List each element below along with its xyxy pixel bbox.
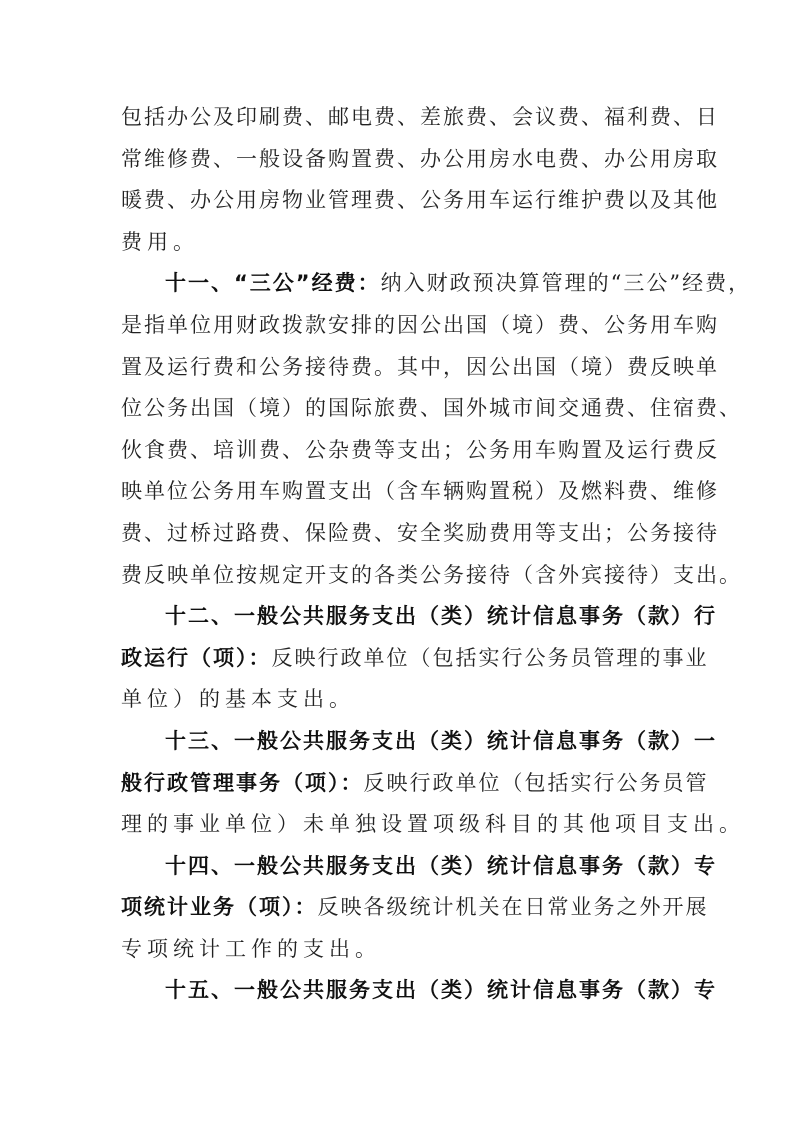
section-heading: 十五、一般公共服务支出（类）统计信息事务（款）专	[165, 978, 717, 1003]
section-heading: 十一、“三公”经费：	[165, 271, 381, 296]
paragraph	[121, 596, 717, 721]
body-text: 置及运行费和公务接待费。其中，因公出国（境）费反映单	[121, 354, 719, 379]
document-body	[121, 97, 752, 1012]
body-text: 专项统计工作的支出。	[121, 936, 381, 961]
body-text: 单位）的基本支出。	[121, 687, 355, 712]
body-text: 费用。	[121, 229, 199, 254]
section-heading: 政运行（项）：	[121, 645, 272, 670]
text-line	[121, 430, 719, 472]
text-line	[121, 305, 719, 347]
paragraph	[121, 97, 719, 263]
body-text: 包括办公及印刷费、邮电费、差旅费、会议费、福利费、日	[121, 105, 719, 129]
body-text: 反映行政单位（包括实行公务员管	[363, 770, 709, 795]
text-line	[121, 846, 717, 888]
body-text: 费反映单位按规定开支的各类公务接待（含外宾接待）支出。	[121, 562, 742, 587]
text-line	[121, 638, 709, 680]
paragraph	[121, 263, 752, 596]
body-text: 常维修费、一般设备购置费、办公用房水电费、办公用房取	[121, 146, 719, 171]
section-heading: 十二、一般公共服务支出（类）统计信息事务（款）行	[165, 604, 717, 629]
text-line	[121, 679, 678, 721]
text-line	[121, 929, 678, 971]
body-text: 暖费、办公用房物业管理费、公务用车运行维护费以及其他	[121, 188, 719, 213]
text-line	[121, 596, 717, 638]
text-line	[121, 970, 717, 1012]
text-line	[121, 139, 719, 181]
body-text: 映单位公务用车购置支出（含车辆购置税）及燃料费、维修	[121, 479, 719, 504]
body-text: 费、过桥过路费、保险费、安全奖励费用等支出；公务接待	[121, 520, 719, 545]
paragraph	[121, 846, 717, 971]
text-line	[121, 721, 717, 763]
section-heading: 项统计业务（项）：	[121, 895, 318, 920]
section-heading: 十四、一般公共服务支出（类）统计信息事务（款）专	[165, 853, 717, 878]
text-line	[121, 555, 742, 597]
text-line	[121, 804, 745, 846]
text-line	[121, 513, 719, 555]
body-text: 反映各级统计机关在日常业务之外开展	[317, 895, 709, 920]
text-line	[121, 763, 709, 805]
body-text: 位公务出国（境）的国际旅费、国外城市间交通费、住宿费、	[121, 396, 742, 421]
text-line	[121, 347, 719, 389]
paragraph	[121, 970, 717, 1012]
body-text: 伙食费、培训费、公杂费等支出；公务用车购置及运行费反	[121, 437, 719, 462]
text-line	[121, 388, 742, 430]
paragraph	[121, 721, 745, 846]
section-heading: 十三、一般公共服务支出（类）统计信息事务（款）一	[165, 728, 717, 753]
body-text: 是指单位用财政拨款安排的因公出国（境）费、公务用车购	[121, 312, 719, 337]
body-text: 理的事业单位）未单独设置项级科目的其他项目支出。	[121, 812, 745, 837]
text-line	[121, 887, 709, 929]
text-line	[121, 222, 678, 264]
body-text: 纳入财政预决算管理的“三公”经费，	[380, 271, 752, 296]
text-line	[121, 97, 719, 139]
body-text: 反映行政单位（包括实行公务员管理的事业	[271, 645, 709, 670]
section-heading: 般行政管理事务（项）：	[121, 770, 364, 795]
text-line	[121, 263, 752, 305]
text-line	[121, 471, 719, 513]
text-line	[121, 180, 719, 222]
